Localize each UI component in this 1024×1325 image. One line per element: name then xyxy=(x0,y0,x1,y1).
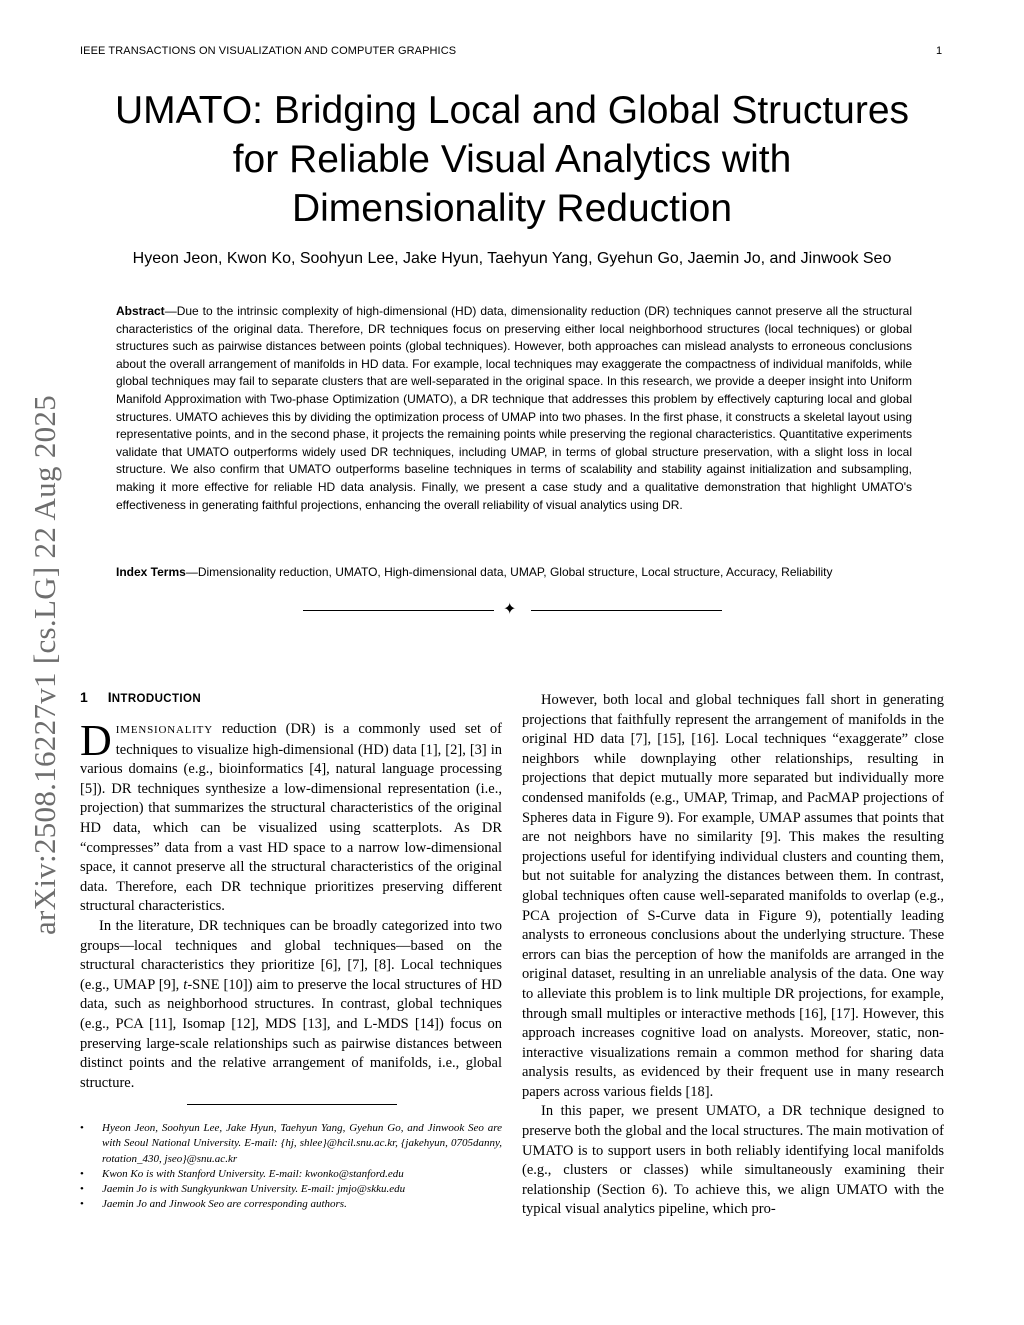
section-heading xyxy=(80,689,201,705)
author-list: Hyeon Jeon, Kwon Ko, Soohyun Lee, Jake Hyun, Taehyun Yang, Gyehun Go, Jaemin Jo, and Jinwook Seo xyxy=(132,250,892,267)
intro-paragraph-3: However, both local and global techniques fall short in generating projections that faithfully represent the arrangement of manifolds in the original HD data [7], [15], [16]. Local techniques “exaggerate” close neighbors while downplaying other relationships, resulting in projections that depict mutually more separated but individually more condensed manifolds (e.g., UMAP, Trimap, and PacMAP projections of Spheres data in Figure 9). For example, UMAP assumes that points that are not neighbors have no similarity [9]. This makes the resulting projections useful for identifying individual clusters and counting them, but not suitable for analyzing the distances between them. In contrast, global techniques often cause well-separated manifolds to overlap (e.g., PCA projection of S-Curve data in Figure 9), potentially leading analysts to erroneous conclusions about the underlying structure. These errors can bias the perception of how the manifolds are arranged in the original dataset, resulting in an unreliable analysis of the data. One way to alleviate this problem is to link multiple DR projections, for example, through small multiples or interactive methods [16], [17]. However, this approach increases cognitive load on analysts. Moreover, static, non-interactive visualizations remain a common method for sharing data analysis results, as evidenced by their frequent use in many research papers across various fields [18]. xyxy=(522,692,944,1100)
right-column xyxy=(522,691,944,1220)
footnote-rule xyxy=(187,1104,397,1105)
intro-paragraph-2-text-b: -SNE [10]) aim to preserve the local structures of HD data, such as neighborhood structures. In contrast, global techniques (e.g., PCA [11], Isomap [12], MDS [13], and L-MDS [14]) focus on preserving large-scale relationships such as pairwise distances between distinct points and the relative arrangement of manifolds, i.e., global structure. xyxy=(80,976,502,1091)
intro-paragraph-2 xyxy=(80,917,502,1093)
abstract xyxy=(116,303,912,514)
tsne-italic: t xyxy=(183,976,188,993)
index-terms xyxy=(116,564,912,581)
footnote-item: • Kwon Ko is with Stanford University. E-mail: kwonko@stanford.edu xyxy=(80,1167,502,1182)
separator-rule-left xyxy=(303,610,494,611)
paper-title xyxy=(0,86,1024,233)
footnote-item: • Jaemin Jo is with Sungkyunkwan University. E-mail: jmjo@skku.edu xyxy=(80,1182,502,1197)
title-line-1: UMATO: Bridging Local and Global Structures xyxy=(114,89,910,132)
section-title-rest: NTRODUCTION xyxy=(111,693,202,705)
intro-paragraph-2-text-a: In the literature, DR techniques can be broadly categorized into two groups—local techniques and global techniques—based on the structural characteristics they prioritize [6], [7], [8]. Local techniques (e.g., UMAP [9], xyxy=(80,917,502,993)
title-line-3: Dimensionality Reduction xyxy=(291,187,733,230)
index-terms-text: —Dimensionality reduction, UMATO, High-dimensional data, UMAP, Global structure, Local structure, Accuracy, Reliability xyxy=(185,565,833,579)
section-number: 1 xyxy=(80,689,88,705)
separator-star-icon: ✦ xyxy=(503,601,517,618)
section-title-initial: I xyxy=(107,689,112,705)
title-line-2: for Reliable Visual Analytics with xyxy=(232,138,792,181)
left-column xyxy=(80,716,502,1093)
index-terms-label: Index Terms xyxy=(116,565,186,579)
intro-paragraph-1 xyxy=(80,716,502,917)
arxiv-identifier: arXiv:2508.16227v1 [cs.LG] 22 Aug 2025 xyxy=(27,394,62,936)
drop-cap: D xyxy=(80,716,112,765)
intro-paragraph-1-text: reduction (DR) is a commonly used set of techniques to visualize high-dimensional (HD) data [1], [2], [3] in various domains (e.g., bioinformatics [4], natural language processing [5]). DR techniques synthesize a low-dimensional representation (i.e., projection) that summarizes the structural characteristics of the original HD data, which can be visualized using scatterplots. As DR “compresses” data from a vast HD space to a narrow low-dimensional space, it cannot preserve all the structural characteristics of the original data. Therefore, each DR technique prioritizes preserving different structural characteristics. xyxy=(80,721,502,915)
footnote-list xyxy=(80,1121,502,1213)
page-number: 1 xyxy=(936,45,943,57)
intro-paragraph-4: In this paper, we present UMATO, a DR technique designed to preserve both the global and the local structures. The main motivation of UMATO is to support users in both reliably identifying local manifolds (e.g., clusters or classes) while simultaneously examining their relationship (Section 6). To achieve this, we align UMATO with the typical visual analytics pipeline, which pro- xyxy=(522,1103,944,1218)
footnote-item: • Jaemin Jo and Jinwook Seo are corresponding authors. xyxy=(80,1197,502,1212)
running-head: IEEE TRANSACTIONS ON VISUALIZATION AND COMPUTER GRAPHICS xyxy=(80,45,457,57)
abstract-text: —Due to the intrinsic complexity of high-dimensional (HD) data, dimensionality reduction (DR) techniques cannot preserve all the structural characteristics of the original data. Therefore, DR techniques focus on preserving either local neighborhood structures (local techniques) or global structures such as pairwise distances between points (global techniques). However, both approaches can mislead analysts to erroneous conclusions about the overall arrangement of manifolds in HD data. For example, local techniques may exaggerate the compactness of individual manifolds, while global techniques may fail to separate clusters that are well-separated in the original space. In this research, we provide a deeper insight into Uniform Manifold Approximation with Two-phase Optimization (UMATO), a DR technique that addresses this problem by effectively capturing local and global structures. UMATO achieves this by dividing the optimization process of UMAP into two phases. In the first phase, it constructs a skeletal layout using representative points, and in the second phase, it projects the remaining points while preserving the regional characteristics. Quantitative experiments validate that UMATO outperforms widely used DR techniques, including UMAP, in terms of global structure preservation, with a slight loss in local structure. We also confirm that UMATO outperforms baseline techniques in terms of scalability and stability against initialization and subsampling, making it more effective for reliable HD data analysis. Finally, we present a case study and a qualitative demonstration that highlight UMATO's effectiveness in generating faithful projections, enhancing the overall reliability of visual analytics using DR. xyxy=(116,304,912,512)
abstract-label: Abstract xyxy=(116,304,165,318)
footnote-item: • Hyeon Jeon, Soohyun Lee, Jake Hyun, Taehyun Yang, Gyehun Go, and Jinwook Seo are with Seoul National University. E-mail: {hj, shlee}@hcil.snu.ac.kr, {jakehyun, 0705danny, rotation_430, jseo}@snu.ac.kr xyxy=(80,1121,502,1167)
separator-rule-right xyxy=(531,610,722,611)
intro-smallcaps-word: IMENSIONALITY xyxy=(115,724,213,736)
